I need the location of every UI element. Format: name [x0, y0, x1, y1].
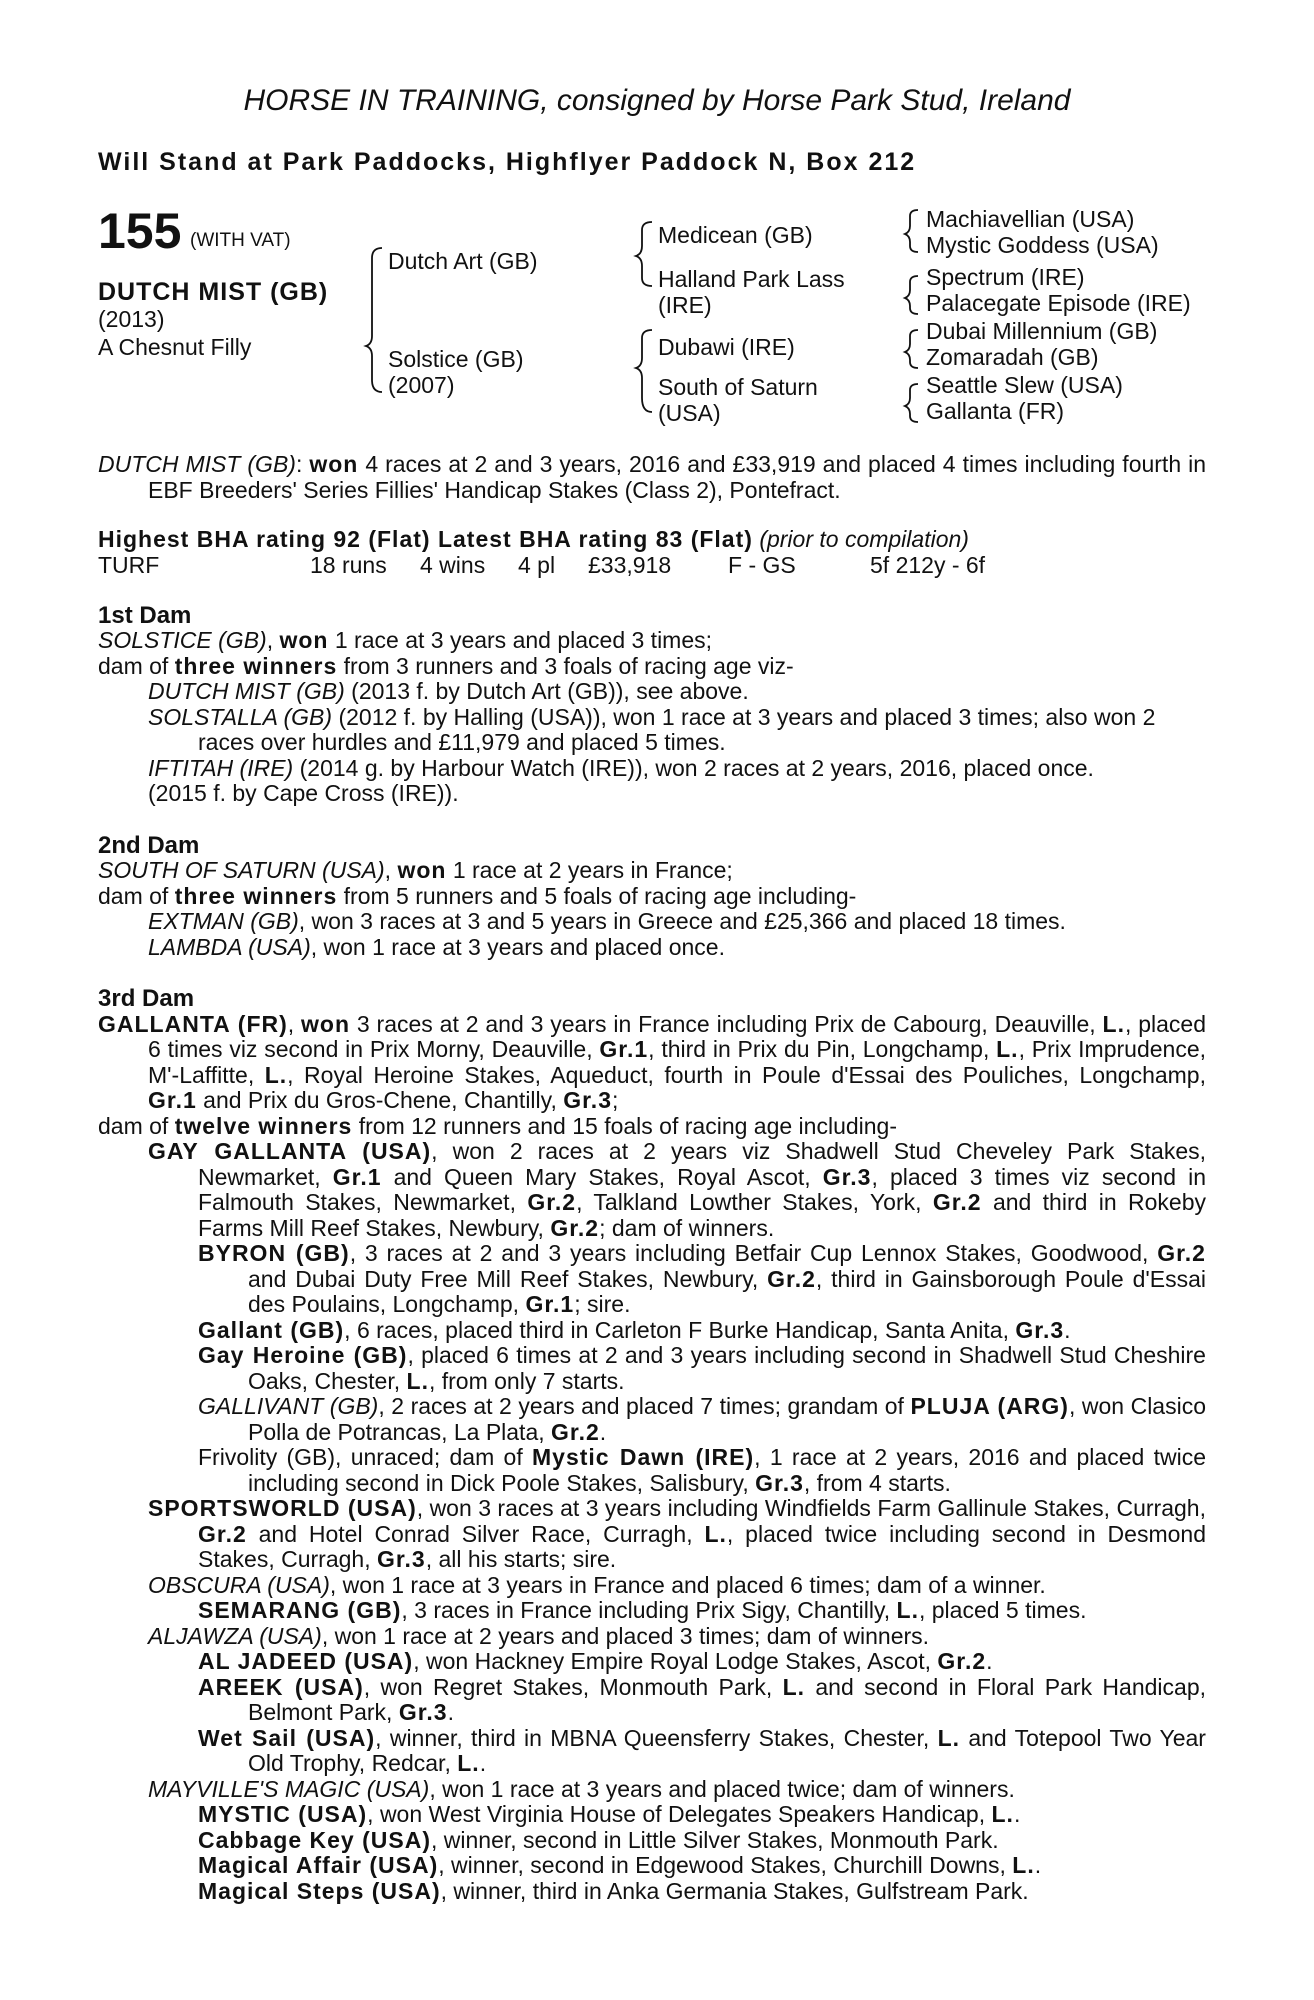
summary-text-2: including fourth in EBF Breeders' Series Fillies' Handicap Stakes (Class 2), Pontefract.: [148, 451, 1207, 503]
dam1-line-2: [98, 654, 1206, 680]
pedigree-dam: Solstice (GB): [388, 346, 524, 372]
offspring-text: , won 3 races at 3 years including Windfields Farm Gallinule Stakes, Curragh,: [416, 1495, 1206, 1521]
dam1-name: SOLSTICE (GB): [98, 627, 267, 653]
offspring-text: , won 2 races at 2 years viz Shadwell Stud Cheveley Park Stakes, Newmarket,: [198, 1138, 1207, 1190]
dam3-text: , Prix Imprudence, M'-Laffitte,: [148, 1036, 1206, 1088]
catalogue-body: [98, 452, 1206, 1904]
offspring-name: LAMBDA (USA): [148, 933, 311, 960]
offspring-text: ; dam of winners.: [599, 1214, 775, 1241]
stats-wins: 4 wins: [420, 551, 486, 578]
dam3-text: , Royal Heroine Stakes, Aqueduct, fourth in Poule d'Essai des Pouliches, Longchamp,: [287, 1061, 1206, 1088]
offspring-text: Frivolity (GB), unraced; dam of: [198, 1444, 533, 1470]
offspring-text: and second in Floral Park Handicap, Belmont Park,: [248, 1673, 1206, 1725]
listed-marker: L.: [782, 1673, 806, 1700]
dam1-text-1: 1 race at 3 years and placed 3 times;: [328, 627, 713, 653]
dam2-text-2: from 5 runners and 5 foals of racing age including-: [337, 882, 857, 909]
dam1-offspring-1: [98, 679, 1206, 705]
offspring-byron: [98, 1241, 1206, 1318]
offspring-wet-sail: [98, 1726, 1206, 1777]
listed-marker: L.: [991, 1801, 1014, 1827]
offspring-name: IFTITAH (IRE): [148, 754, 294, 781]
stats-runs: 18 runs: [310, 551, 387, 578]
offspring-magical-steps: [98, 1879, 1206, 1905]
dam1-offspring-4: [98, 781, 1206, 807]
lot-number: 155: [98, 203, 182, 259]
offspring-mystic: [98, 1802, 1206, 1828]
pedigree-g2: Mystic Goddess (USA): [926, 232, 1159, 258]
offspring-text: , won Clasico Polla de Potrancas, La Plata,: [248, 1393, 1207, 1445]
dam3-dam-of-label: dam of: [98, 1112, 175, 1139]
stats-distance: 5f 212y - 6f: [870, 551, 986, 578]
offspring-text: , 2 races at 2 years and placed 7 times; grandam of: [378, 1393, 911, 1419]
offspring-name: SPORTSWORLD (USA): [148, 1495, 417, 1521]
offspring-text: ; sire.: [574, 1291, 631, 1317]
dam3-name: GALLANTA (FR): [98, 1010, 288, 1037]
pedigree-sire-dam-suffix: (IRE): [658, 292, 712, 318]
offspring-name: Cabbage Key (USA): [198, 1826, 431, 1853]
listed-marker: L.: [1102, 1010, 1125, 1037]
pedigree-g4: Palacegate Episode (IRE): [926, 290, 1191, 316]
offspring-name: GAY GALLANTA (USA): [148, 1138, 432, 1164]
dam3-dam-of-text: from 12 runners and 15 foals of racing age including-: [352, 1112, 897, 1139]
pedigree-g6: Zomaradah (GB): [926, 344, 1099, 370]
offspring-text: , placed 5 times.: [918, 1597, 1087, 1623]
offspring-obscura: [98, 1573, 1206, 1599]
offspring-text: , placed 6 times at 2 and 3 years including second in Shadwell Stud Cheshire Oaks, Chester,: [248, 1342, 1206, 1394]
dam2-dam-of: dam of: [98, 882, 175, 909]
dam3-text: , third in Prix du Pin, Longchamp,: [648, 1036, 997, 1062]
dam2-offspring-2: [98, 935, 1206, 961]
offspring-name: Magical Affair (USA): [198, 1852, 439, 1878]
dam1-text-2: from 3 runners and 3 foals of racing age viz-: [337, 652, 794, 679]
grade-marker: Gr.2: [550, 1214, 600, 1241]
offspring-text: , won Hackney Empire Royal Lodge Stakes, Ascot,: [413, 1648, 938, 1674]
offspring-name: GALLIVANT (GB): [198, 1393, 379, 1419]
grade-marker: Gr.2: [551, 1418, 600, 1445]
listed-marker: L.: [406, 1367, 429, 1394]
offspring-text: .: [1064, 1316, 1071, 1343]
offspring-text: .: [479, 1750, 487, 1776]
grade-marker: Gr.1: [599, 1036, 649, 1062]
offspring-text: , winner, second in Little Silver Stakes, Monmouth Park.: [430, 1826, 999, 1853]
offspring-name: SEMARANG (GB): [198, 1597, 402, 1623]
horse-description: A Chesnut Filly: [98, 334, 252, 360]
offspring-text: , won 1 race at 3 years and placed twice; dam of winners.: [429, 1775, 1015, 1802]
dam3-text: and Prix du Gros-Chene, Chantilly,: [196, 1087, 564, 1113]
offspring-name: EXTMAN (GB): [148, 908, 299, 934]
offspring-name: Gay Heroine (GB): [198, 1342, 408, 1368]
listed-marker: L.: [1012, 1852, 1035, 1878]
offspring-sportsworld: [98, 1496, 1206, 1573]
grade-marker: Gr.2: [932, 1189, 982, 1215]
foaling-year: (2013): [98, 306, 165, 332]
dam2-line-2: [98, 884, 1206, 910]
summary-text-1: 4 races at 2 and 3 years, 2016 and £33,919 and placed 4 times: [358, 451, 1018, 477]
offspring-text: and Dubai Duty Free Mill Reef Stakes, Newbury,: [248, 1265, 768, 1292]
listed-marker: L.: [704, 1520, 727, 1547]
vat-note: (WITH VAT): [190, 230, 291, 251]
grade-marker: Gr.3: [1015, 1316, 1065, 1343]
offspring-gay-gallanta: [98, 1139, 1206, 1241]
offspring-text: and Hotel Conrad Silver Race, Curragh,: [246, 1520, 705, 1547]
pedigree-g1: Machiavellian (USA): [926, 206, 1135, 232]
pedigree-dam-dam-suffix: (USA): [658, 400, 721, 426]
grade-marker: Gr.1: [148, 1087, 197, 1113]
rating-note: (prior to compilation): [759, 526, 969, 552]
offspring-text: .: [986, 1648, 993, 1674]
offspring-name: Gallant (GB): [198, 1316, 345, 1343]
page-title: HORSE IN TRAINING, consigned by Horse Park Stud, Ireland: [243, 84, 1071, 117]
pedigree-sire: Dutch Art (GB): [388, 248, 538, 274]
offspring-aljawza: [98, 1624, 1206, 1650]
rating-line: [98, 527, 1206, 553]
dam1-offspring-3: [98, 756, 1206, 782]
offspring-text: , 1 race at 2 years, 2016 and placed twice including second in Dick Poole Stakes, Salisbury,: [248, 1444, 1206, 1496]
offspring-name: AL JADEED (USA): [198, 1648, 414, 1674]
dam2-line-1: SOUTH OF SATURN (USA), won 1 race at 2 years in France;: [98, 857, 733, 883]
offspring-text: , 3 races in France including Prix Sigy, Chantilly,: [401, 1597, 897, 1623]
dam3-won: won: [301, 1010, 351, 1037]
offspring-text: , placed 3 times viz second in Falmouth Stakes, Newmarket,: [198, 1163, 1206, 1215]
grade-marker: Gr.3: [398, 1699, 448, 1725]
summary-won: won: [309, 451, 359, 477]
grade-marker: Gr.3: [755, 1469, 804, 1496]
dam3-dam-of: [98, 1114, 1206, 1140]
grand-offspring-name: PLUJA (ARG): [910, 1393, 1069, 1419]
summary-paragraph: DUTCH MIST (GB): won 4 races at 2 and 3 years, 2016 and £33,919 and placed 4 times including fourth in EBF Breeders' Series Fillies' Handicap Stakes (Class 2), Pontefract.: [98, 451, 1207, 503]
offspring-text: , won 3 races at 3 and 5 years in Greece and £25,366 and placed 18 times.: [298, 908, 1066, 934]
offspring-text: , placed twice including second in Desmond Stakes, Curragh,: [198, 1520, 1206, 1572]
offspring-mayvilles-magic: [98, 1777, 1206, 1803]
offspring-name: SOLSTALLA (GB): [148, 703, 333, 730]
offspring-gay-heroine: [98, 1343, 1206, 1394]
offspring-text: .: [1034, 1852, 1042, 1878]
dam3-text: , placed 6 times viz second in Prix Morny, Deauville,: [148, 1010, 1207, 1062]
offspring-text: , 3 races at 2 and 3 years including Betfair Cup Lennox Stakes, Goodwood,: [349, 1240, 1158, 1266]
offspring-text: (2015 f. by Cape Cross (IRE)).: [148, 780, 459, 806]
grade-marker: Gr.3: [376, 1546, 426, 1572]
offspring-text: , won 1 race at 3 years and placed once.: [310, 933, 725, 960]
offspring-text: (2012 f. by Halling (USA)), won 1 race at 3 years and placed 3 times; also won 2 races over hurdles and £11,979 and placed 5 times.: [198, 703, 1156, 755]
offspring-text: and Queen Mary Stakes, Royal Ascot,: [381, 1163, 823, 1190]
offspring-magical-affair: [98, 1853, 1206, 1879]
offspring-name: AREEK (USA): [198, 1673, 364, 1700]
dam1-dam-of: dam of: [98, 652, 175, 679]
offspring-text: , winner, second in Edgewood Stakes, Churchill Downs,: [438, 1852, 1013, 1878]
stats-going: F - GS: [728, 551, 796, 578]
pedigree-dam-year: (2007): [388, 372, 455, 398]
dam2-text-1: 1 race at 2 years in France;: [446, 857, 733, 883]
grade-marker: Gr.2: [937, 1648, 987, 1674]
offspring-text: , won Regret Stakes, Monmouth Park,: [363, 1673, 783, 1700]
dam3-text: 3 races at 2 and 3 years in France including Prix de Cabourg, Deauville,: [350, 1010, 1103, 1037]
listed-marker: L.: [264, 1061, 288, 1088]
grade-marker: Gr.3: [563, 1087, 612, 1113]
pedigree-g7: Seattle Slew (USA): [926, 372, 1123, 398]
offspring-cabbage-key: [98, 1828, 1206, 1854]
dam3-winners: twelve winners: [174, 1112, 353, 1139]
stand-location: Will Stand at Park Paddocks, Highflyer Paddock N, Box 212: [98, 148, 917, 176]
dam2-offspring-1: [98, 909, 1206, 935]
offspring-name: DUTCH MIST (GB): [148, 678, 345, 704]
offspring-text: , third in Gainsborough Poule d'Essai des Poulains, Longchamp,: [248, 1265, 1206, 1317]
grand-offspring-name: Mystic Dawn (IRE): [532, 1444, 755, 1470]
offspring-gallant: [98, 1318, 1206, 1344]
offspring-text: (2014 g. by Harbour Watch (IRE)), won 2 races at 2 years, 2016, placed once.: [293, 754, 1094, 781]
rating-bold: Highest BHA rating 92 (Flat) Latest BHA rating 83 (Flat): [98, 526, 753, 552]
dam2-won: won: [397, 857, 447, 883]
offspring-name: MAYVILLE'S MAGIC (USA): [148, 1775, 430, 1802]
offspring-al-jadeed: [98, 1649, 1206, 1675]
offspring-text: .: [447, 1699, 454, 1725]
offspring-text: , won 1 race at 3 years in France and placed 6 times; dam of a winner.: [329, 1571, 1046, 1598]
pedigree-g8: Gallanta (FR): [926, 398, 1065, 424]
summary-horse-name: DUTCH MIST (GB): [98, 451, 296, 477]
dam1-winners: three winners: [174, 652, 338, 679]
listed-marker: L.: [457, 1750, 480, 1776]
grade-marker: Gr.1: [332, 1163, 382, 1190]
offspring-text: .: [1013, 1801, 1021, 1827]
stats-placed: 4 pl: [518, 551, 556, 578]
offspring-text: , won West Virginia House of Delegates Speakers Handicap,: [367, 1801, 992, 1827]
dam3-text: ;: [612, 1087, 619, 1113]
pedigree-sire-dam: Halland Park Lass: [658, 266, 845, 292]
dam3-heading: 3rd Dam: [98, 985, 195, 1012]
offspring-text: , all his starts; sire.: [425, 1546, 617, 1572]
offspring-text: and third in Rokeby Farms Mill Reef Stakes, Newbury,: [198, 1189, 1206, 1241]
offspring-text: , Talkland Lowther Stakes, York,: [576, 1189, 933, 1215]
stats-earnings: £33,918: [588, 551, 672, 578]
dam1-offspring-2: [98, 705, 1206, 756]
dam2-name: SOUTH OF SATURN (USA): [98, 857, 385, 883]
pedigree-g3: Spectrum (IRE): [926, 264, 1085, 290]
offspring-areek: [98, 1675, 1206, 1726]
offspring-name: Wet Sail (USA): [198, 1724, 376, 1751]
pedigree-g5: Dubai Millennium (GB): [926, 318, 1158, 344]
offspring-text: , 6 races, placed third in Carleton F Burke Handicap, Santa Anita,: [344, 1316, 1016, 1343]
offspring-text: (2013 f. by Dutch Art (GB)), see above.: [344, 678, 749, 704]
dam3-main: GALLANTA (FR), won 3 races at 2 and 3 years in France including Prix de Cabourg, Deauville, L., placed 6 times viz second in Prix Morny, Deauville, Gr.1, third in Prix du Pin, Longchamp, L., Prix Imprudence, M'-Laffitte, L., Royal Heroine Stakes, Aqueduct, fourth in Poule d'Essai des Pouliches, Longchamp, Gr.1 and Prix du Gros-Chene, Chantilly, Gr.3;: [98, 1010, 1207, 1113]
offspring-frivolity: [98, 1445, 1206, 1496]
listed-marker: L.: [996, 1036, 1019, 1062]
offspring-text: .: [599, 1418, 607, 1445]
pedigree-dam-sire: Dubawi (IRE): [658, 334, 795, 360]
dam1-won: won: [279, 627, 329, 653]
grade-marker: Gr.2: [767, 1265, 816, 1292]
offspring-name: ALJAWZA (USA): [148, 1622, 322, 1649]
pedigree-sire-sire: Medicean (GB): [658, 222, 813, 248]
grade-marker: Gr.2: [198, 1520, 247, 1547]
offspring-gallivant: [98, 1394, 1206, 1445]
horse-name: DUTCH MIST (GB): [98, 278, 329, 306]
offspring-text: and Totepool Two Year Old Trophy, Redcar,: [248, 1724, 1206, 1776]
offspring-name: OBSCURA (USA): [148, 1571, 330, 1598]
stats-surface: TURF: [98, 551, 160, 578]
offspring-text: , winner, third in Anka Germania Stakes, Gulfstream Park.: [440, 1877, 1029, 1904]
grade-marker: Gr.3: [822, 1163, 872, 1190]
offspring-text: , winner, third in MBNA Queensferry Stakes, Chester,: [375, 1724, 938, 1751]
offspring-semarang: [98, 1598, 1206, 1624]
dam1-heading: 1st Dam: [98, 601, 192, 629]
stats-row: [98, 553, 1206, 579]
dam1-line-1: SOLSTICE (GB), won 1 race at 3 years and placed 3 times;: [98, 627, 713, 653]
offspring-text: , from only 7 starts.: [428, 1367, 625, 1394]
listed-marker: L.: [896, 1597, 919, 1623]
dam2-winners: three winners: [174, 882, 338, 909]
offspring-text: , won 1 race at 2 years and placed 3 times; dam of winners.: [321, 1622, 930, 1649]
dam2-heading: 2nd Dam: [98, 831, 200, 859]
offspring-text: , from 4 starts.: [803, 1469, 951, 1496]
offspring-name: Magical Steps (USA): [198, 1877, 441, 1904]
offspring-name: BYRON (GB): [198, 1240, 350, 1266]
grade-marker: Gr.2: [527, 1189, 577, 1215]
pedigree-dam-dam: South of Saturn: [658, 374, 818, 400]
grade-marker: Gr.1: [525, 1291, 575, 1317]
grade-marker: Gr.2: [1157, 1240, 1206, 1266]
listed-marker: L.: [937, 1724, 961, 1751]
offspring-name: MYSTIC (USA): [198, 1801, 368, 1827]
